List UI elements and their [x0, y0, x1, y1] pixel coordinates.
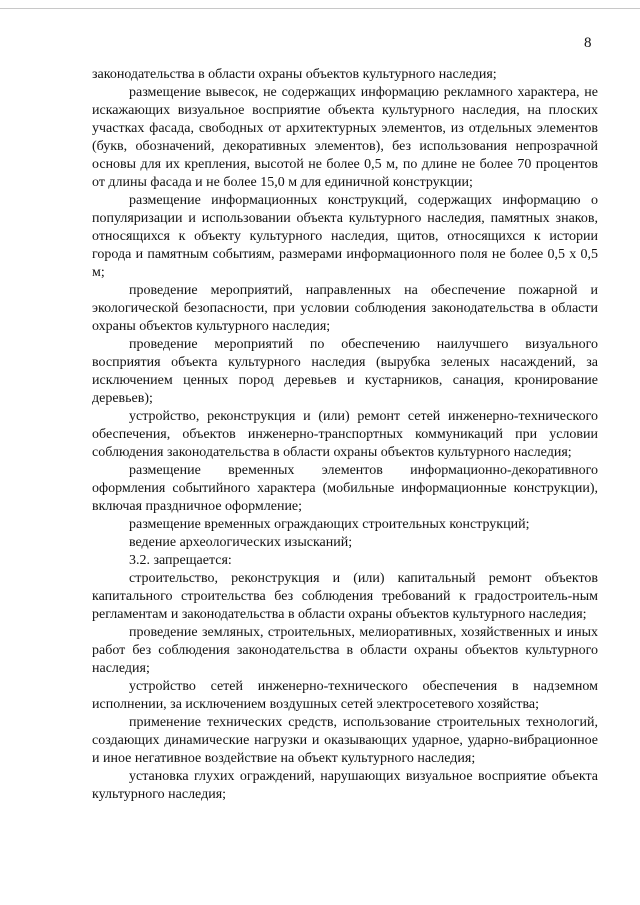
paragraph: устройство сетей инженерно-технического обеспечения в надземном исполнении, за исключением воздушных сетей электросетевого хозяйства; [92, 679, 598, 712]
paragraph: проведение мероприятий по обеспечению наилучшего визуального восприятия объекта культурного наследия (вырубка зеленых насаждений, за исключением ценных пород деревьев и кустарников, санация, кронирование деревьев); [92, 337, 598, 406]
section-heading: 3.2. запрещается: [129, 553, 232, 568]
scan-edge-line [0, 8, 640, 9]
paragraph: законодательства в области охраны объектов культурного наследия; [92, 67, 497, 82]
paragraph: размещение информационных конструкций, содержащих информацию о популяризации и использовании объекта культурного наследия, памятных знаков, относящихся к объекту культурного наследия, щитов, относящихся к истории города и памятным событиям, размерами информационного поля не более 0,5 х 0,5 м; [92, 193, 598, 280]
paragraph: проведение мероприятий, направленных на обеспечение пожарной и экологической безопасности, при условии соблюдения законодательства в области охраны объектов культурного наследия; [92, 283, 598, 334]
paragraph: строительство, реконструкция и (или) капитальный ремонт объектов капитального строительства без соблюдения требований к градостроитель-ным регламентам и законодательства в области охраны объектов культурного наследия; [92, 571, 598, 622]
paragraph: размещение временных элементов информационно-декоративного оформления событийного характера (мобильные информационные конструкции), включая праздничное оформление; [92, 463, 598, 514]
paragraph: ведение археологических изысканий; [129, 535, 353, 550]
paragraph: установка глухих ограждений, нарушающих визуальное восприятие объекта культурного наследия; [92, 769, 598, 802]
paragraph: применение технических средств, использование строительных технологий, создающих динамические нагрузки и оказывающих ударное, ударно-вибрационное и иное негативное воздействие на объект культурного наследия; [92, 715, 598, 766]
paragraph: размещение вывесок, не содержащих информацию рекламного характера, не искажающих визуальное восприятие объекта культурного наследия, на плоских участках фасада, свободных от архитектурных элементов, из отдельных элементов (букв, обозначений, декоративных элементов), без использования непрозрачной основы для их крепления, высотой не более 0,5 м, по длине не более 70 процентов от длины фасада и не более 15,0 м для единичной конструкции; [92, 85, 598, 190]
paragraph: устройство, реконструкция и (или) ремонт сетей инженерно-технического обеспечения, объектов инженерно-транспортных коммуникаций при условии соблюдения законодательства в области охраны объектов культурного наследия; [92, 409, 598, 460]
document-body [92, 66, 598, 804]
paragraph: размещение временных ограждающих строительных конструкций; [129, 517, 530, 532]
page-number: 8 [584, 35, 592, 51]
paragraph: проведение земляных, строительных, мелиоративных, хозяйственных и иных работ без соблюдения законодательства в области охраны объектов культурного наследия; [92, 625, 598, 676]
